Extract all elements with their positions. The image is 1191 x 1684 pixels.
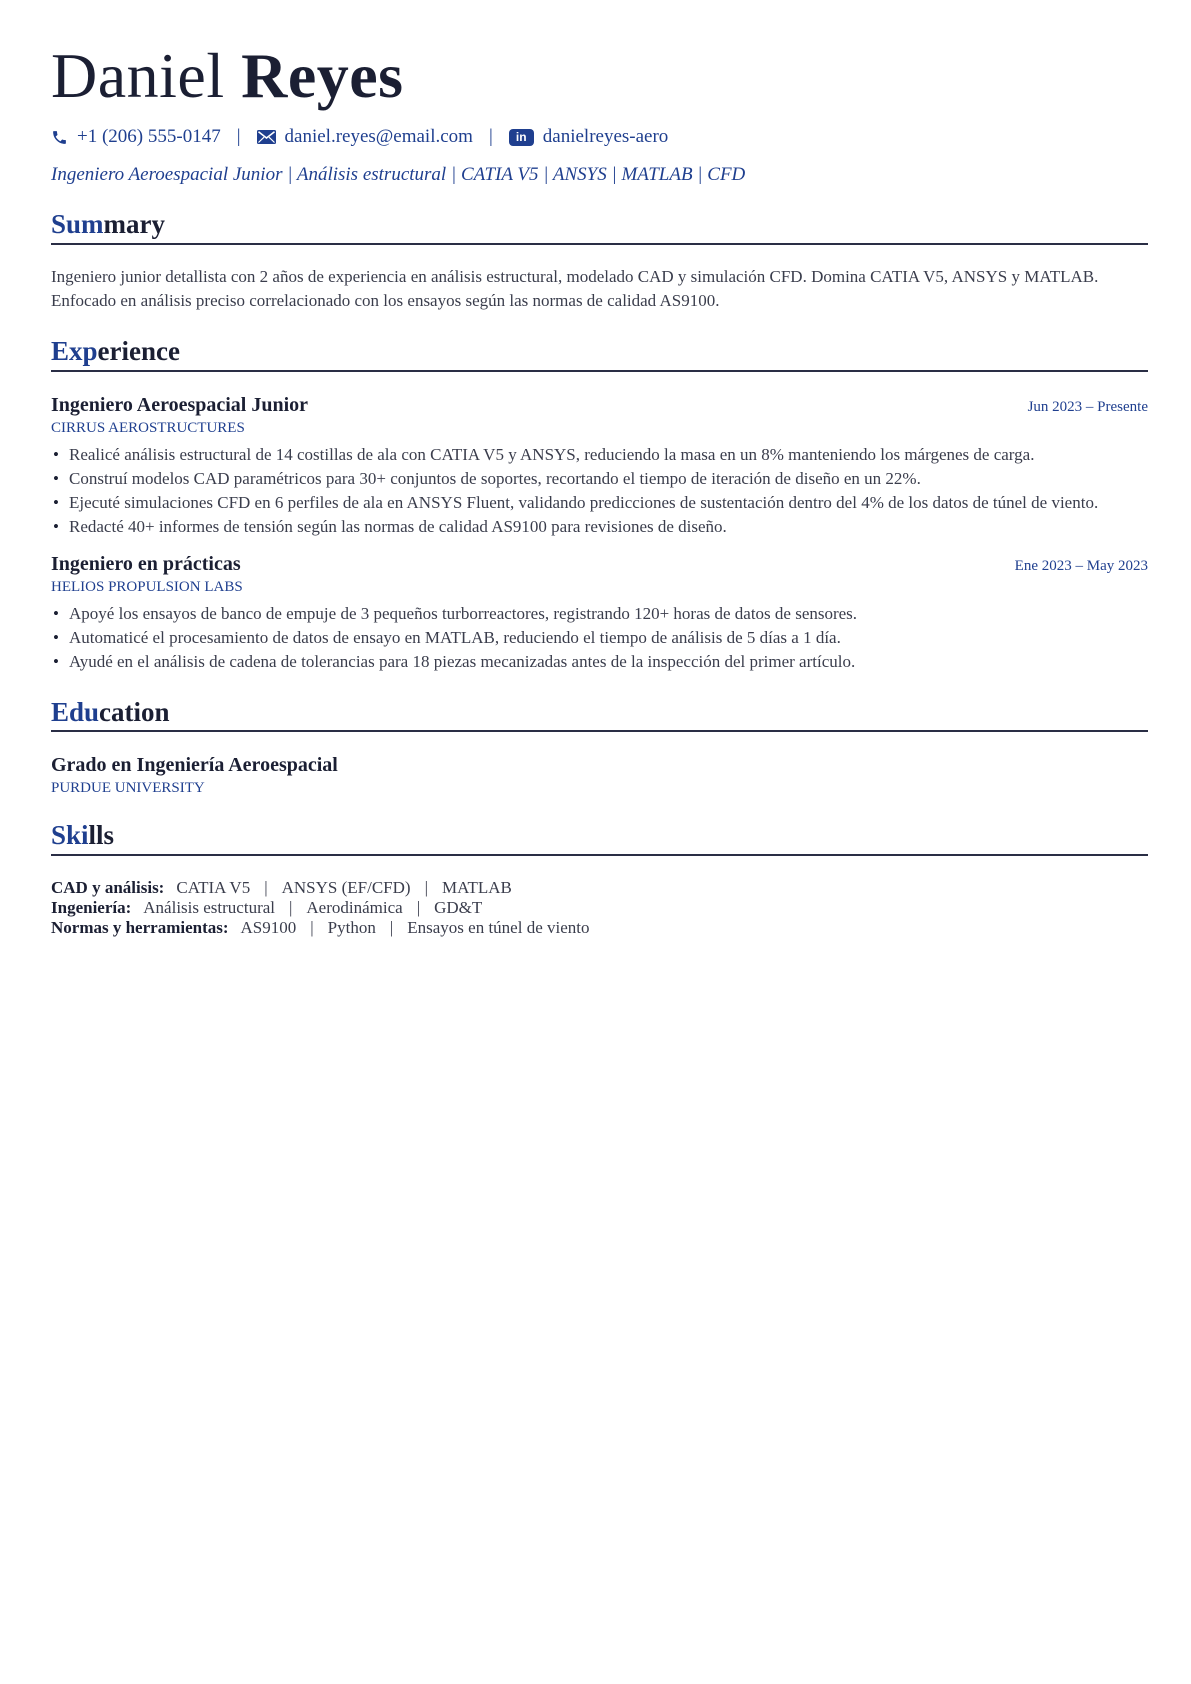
job-entry [51,394,1148,539]
bullet-item: • Construí modelos CAD paramétricos para 30+ conjuntos de soportes, recortando el tiempo de iteración de diseño en un 22%. [51,467,1148,491]
skill-row [51,898,1148,918]
bullet-item: • Redacté 40+ informes de tensión según las normas de calidad AS9100 para revisiones de diseño. [51,515,1148,539]
summary-section [51,208,1148,313]
last-name: Reyes [241,40,404,111]
skill-item: MATLAB [441,878,512,897]
job-title: Ingeniero en prácticas [51,552,241,575]
skill-separator: | [289,898,293,917]
section-title-summary: Summary [51,208,1148,245]
skills-list [51,878,1148,938]
bullet-item: • Ejecuté simulaciones CFD en 6 perfiles de ala en ANSYS Fluent, validando predicciones de sustentación dentro del 4% de los datos de túnel de viento. [51,491,1148,515]
skill-item: Ensayos en túnel de viento [407,918,590,937]
contact-phone[interactable] [51,126,221,148]
education-entry [51,754,1148,797]
job-dates: Ene 2023 – May 2023 [1014,557,1148,574]
skill-separator: | [264,878,268,897]
phone-number: +1 (206) 555-0147 [77,126,221,147]
bullet-item: • Apoyé los ensayos de banco de empuje de 3 pequeños turborreactores, registrando 120+ horas de datos de sensores. [51,602,1148,626]
bullet-item: • Automaticé el procesamiento de datos de ensayo en MATLAB, reduciendo el tiempo de análisis de 5 días a 1 día. [51,626,1148,650]
summary-text: Ingeniero junior detallista con 2 años de experiencia en análisis estructural, modelado CAD y simulación CFD. Domina CATIA V5, ANSYS y MATLAB. Enfocado en análisis preciso correlacionado con los ensayos según las normas de calidad AS9100. [51,266,1099,310]
skill-separator: | [389,918,394,937]
headline-tagline: Ingeniero Aeroespacial Junior | Análisis estructural | CATIA V5 | ANSYS | MATLAB | CFD [51,164,746,185]
skill-item: Python [327,918,376,937]
skill-category: Normas y herramientas: [51,918,229,937]
skill-item: AS9100 [240,918,297,937]
experience-section [51,335,1148,674]
company-name: CIRRUS AEROSTRUCTURES [51,419,245,436]
skill-item: Análisis estructural [143,898,275,917]
contact-bar [51,126,1148,148]
job-bullets [51,443,1148,539]
skill-row [51,918,1148,938]
contact-linkedin[interactable] [509,126,669,148]
school-name: PURDUE UNIVERSITY [51,780,205,797]
linkedin-handle: danielreyes-aero [542,126,669,147]
first-name: Daniel [51,40,225,111]
skill-item: CATIA V5 [176,878,251,897]
contact-separator: | [488,126,493,147]
resume-page [51,30,1148,938]
bullet-item: • Realicé análisis estructural de 14 costillas de ala con CATIA V5 y ANSYS, reduciendo la masa en un 8% manteniendo los márgenes de carga. [51,443,1148,467]
skill-separator: | [310,918,314,937]
linkedin-icon [509,129,534,146]
education-section [51,696,1148,798]
section-title-skills: Skills [51,819,1148,856]
contact-email[interactable] [257,126,473,148]
section-title-education: Education [51,696,1148,733]
skill-separator: | [416,898,421,917]
email-address: daniel.reyes@email.com [284,126,473,147]
degree-name: Grado en Ingeniería Aeroespacial [51,754,338,777]
section-title-experience: Experience [51,335,1148,372]
company-name: HELIOS PROPULSION LABS [51,578,243,595]
skill-row [51,878,1148,898]
job-entry [51,553,1148,674]
job-dates: Jun 2023 – Presente [1027,398,1148,415]
skill-item: ANSYS (EF/CFD) [281,878,411,897]
phone-icon [51,129,68,146]
envelope-icon [257,130,276,144]
job-bullets [51,602,1148,674]
bullet-item: • Ayudé en el análisis de cadena de tolerancias para 18 piezas mecanizadas antes de la inspección del primer artículo. [51,650,1148,674]
linkedin-badge: in [509,129,534,146]
skill-category: CAD y análisis: [51,878,165,897]
skill-separator: | [424,878,428,897]
skills-section [51,819,1148,938]
skill-item: Aerodinámica [306,898,403,917]
job-title: Ingeniero Aeroespacial Junior [51,393,309,416]
contact-separator: | [236,126,241,147]
skill-item: GD&T [434,898,483,917]
candidate-name [51,40,1148,111]
skill-category: Ingeniería: [51,898,132,917]
